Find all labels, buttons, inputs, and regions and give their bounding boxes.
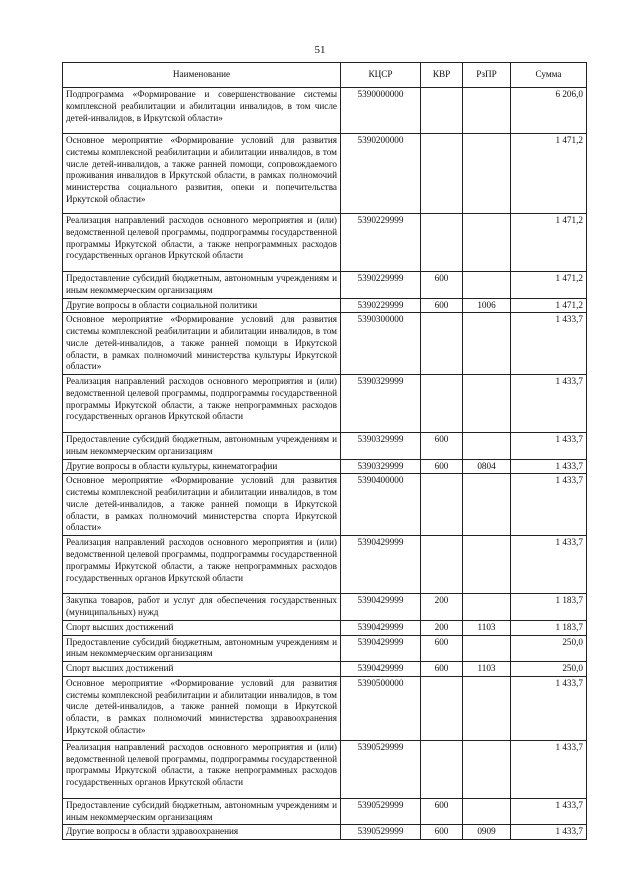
row-kvr <box>421 134 463 214</box>
row-sum: 1 433,7 <box>511 740 587 798</box>
row-kvr <box>421 313 463 375</box>
row-kvr: 600 <box>421 635 463 662</box>
table-row <box>63 740 587 798</box>
table-row <box>63 676 587 740</box>
row-kcsr: 5390229999 <box>341 298 421 313</box>
row-kcsr: 5390400000 <box>341 474 421 536</box>
row-sum: 1 471,2 <box>511 134 587 214</box>
row-name: Предоставление субсидий бюджетным, автономным учреждениям и иным некоммерческим организациям <box>63 798 341 825</box>
budget-table <box>62 62 587 840</box>
table-row <box>63 825 587 840</box>
row-name: Спорт высших достижений <box>63 662 341 677</box>
row-rzpr: 0804 <box>463 459 511 474</box>
row-kvr: 600 <box>421 272 463 299</box>
row-sum: 1 433,7 <box>511 375 587 433</box>
table-row <box>63 433 587 460</box>
row-kvr <box>421 740 463 798</box>
row-kcsr: 5390200000 <box>341 134 421 214</box>
row-name: Реализация направлений расходов основного мероприятия и (или) ведомственной целевой программы, подпрограммы государственной программы Иркутской области, а также непрограммных расходов государственных органов Иркутской области <box>63 214 341 272</box>
row-kcsr: 5390529999 <box>341 825 421 840</box>
row-sum: 250,0 <box>511 635 587 662</box>
header-rzpr: РзПР <box>463 63 511 88</box>
row-rzpr <box>463 635 511 662</box>
row-name: Основное мероприятие «Формирование условий для развития системы комплексной реабилитации и абилитации инвалидов, в том числе детей-инвалидов, а также ранней помощи в Иркутской области, в рамках полномочий министерства здравоохранения Иркутской области» <box>63 676 341 740</box>
row-name: Основное мероприятие «Формирование условий для развития системы комплексной реабилитации и абилитации инвалидов, в том числе детей-инвалидов, а также ранней помощи, сопровождаемого проживания инвалидов в Иркутской области, в рамках полномочий министерства социального развития, опеки и попечительства Иркутской области» <box>63 134 341 214</box>
row-name: Подпрограмма «Формирование и совершенствование системы комплексной реабилитации и абилитации инвалидов, в том числе детей-инвалидов, в Иркутской области» <box>63 88 341 134</box>
row-rzpr <box>463 594 511 621</box>
row-rzpr: 1103 <box>463 620 511 635</box>
row-rzpr <box>463 272 511 299</box>
header-name: Наименование <box>63 63 341 88</box>
row-kcsr: 5390000000 <box>341 88 421 134</box>
table-row <box>63 375 587 433</box>
row-rzpr: 0909 <box>463 825 511 840</box>
row-kcsr: 5390429999 <box>341 620 421 635</box>
row-kcsr: 5390529999 <box>341 798 421 825</box>
header-sum: Сумма <box>511 63 587 88</box>
row-kvr: 600 <box>421 298 463 313</box>
row-name: Другие вопросы в области культуры, кинематографии <box>63 459 341 474</box>
row-name: Спорт высших достижений <box>63 620 341 635</box>
row-sum: 1 433,7 <box>511 474 587 536</box>
row-kcsr: 5390429999 <box>341 662 421 677</box>
row-kcsr: 5390229999 <box>341 272 421 299</box>
row-name: Другие вопросы в области здравоохранения <box>63 825 341 840</box>
row-kvr <box>421 375 463 433</box>
row-sum: 6 206,0 <box>511 88 587 134</box>
row-kcsr: 5390300000 <box>341 313 421 375</box>
row-sum: 1 433,7 <box>511 825 587 840</box>
table-row <box>63 536 587 594</box>
row-name: Основное мероприятие «Формирование условий для развития системы комплексной реабилитации и абилитации инвалидов, в том числе детей-инвалидов, а также ранней помощи в Иркутской области, в рамках полномочий министерства спорта Иркутской области» <box>63 474 341 536</box>
row-name: Реализация направлений расходов основного мероприятия и (или) ведомственной целевой программы, подпрограммы государственной программы Иркутской области, а также непрограммных расходов государственных органов Иркутской области <box>63 536 341 594</box>
row-kcsr: 5390229999 <box>341 214 421 272</box>
row-sum: 1 433,7 <box>511 459 587 474</box>
row-rzpr <box>463 214 511 272</box>
row-rzpr <box>463 433 511 460</box>
row-kcsr: 5390329999 <box>341 459 421 474</box>
row-sum: 1 433,7 <box>511 313 587 375</box>
row-kvr: 600 <box>421 825 463 840</box>
row-rzpr <box>463 536 511 594</box>
row-name: Реализация направлений расходов основного мероприятия и (или) ведомственной целевой программы, подпрограммы государственной программы Иркутской области, а также непрограммных расходов государственных органов Иркутской области <box>63 375 341 433</box>
table-row <box>63 594 587 621</box>
row-rzpr: 1103 <box>463 662 511 677</box>
row-kcsr: 5390500000 <box>341 676 421 740</box>
table-row <box>63 298 587 313</box>
row-rzpr <box>463 474 511 536</box>
table-row <box>63 88 587 134</box>
table-row <box>63 474 587 536</box>
row-kcsr: 5390329999 <box>341 375 421 433</box>
row-rzpr <box>463 375 511 433</box>
table-row <box>63 662 587 677</box>
row-sum: 1 433,7 <box>511 433 587 460</box>
row-kcsr: 5390529999 <box>341 740 421 798</box>
row-name: Основное мероприятие «Формирование условий для развития системы комплексной реабилитации и абилитации инвалидов, в том числе детей-инвалидов, а также ранней помощи в Иркутской области, в рамках полномочий министерства культуры Иркутской области» <box>63 313 341 375</box>
row-rzpr <box>463 313 511 375</box>
row-sum: 1 471,2 <box>511 298 587 313</box>
row-name: Реализация направлений расходов основного мероприятия и (или) ведомственной целевой программы, подпрограммы государственной программы Иркутской области, а также непрограммных расходов государственных органов Иркутской области <box>63 740 341 798</box>
row-kvr <box>421 474 463 536</box>
table-row <box>63 214 587 272</box>
row-rzpr <box>463 676 511 740</box>
row-kcsr: 5390429999 <box>341 536 421 594</box>
row-name: Предоставление субсидий бюджетным, автономным учреждениям и иным некоммерческим организациям <box>63 272 341 299</box>
row-rzpr <box>463 798 511 825</box>
row-kvr: 600 <box>421 662 463 677</box>
row-kcsr: 5390429999 <box>341 594 421 621</box>
row-name: Другие вопросы в области социальной политики <box>63 298 341 313</box>
table-row <box>63 798 587 825</box>
row-sum: 1 433,7 <box>511 536 587 594</box>
row-sum: 1 471,2 <box>511 214 587 272</box>
row-kvr: 200 <box>421 620 463 635</box>
row-sum: 1 183,7 <box>511 594 587 621</box>
table-body <box>63 88 587 840</box>
row-sum: 1 471,2 <box>511 272 587 299</box>
table-header-row <box>63 63 587 88</box>
row-kvr <box>421 214 463 272</box>
table-row <box>63 635 587 662</box>
row-name: Предоставление субсидий бюджетным, автономным учреждениям и иным некоммерческим организациям <box>63 433 341 460</box>
row-kvr: 600 <box>421 433 463 460</box>
row-name: Закупка товаров, работ и услуг для обеспечения государственных (муниципальных) нужд <box>63 594 341 621</box>
row-kcsr: 5390329999 <box>341 433 421 460</box>
row-kvr <box>421 536 463 594</box>
row-sum: 1 433,7 <box>511 798 587 825</box>
table-row <box>63 313 587 375</box>
row-kvr <box>421 676 463 740</box>
row-rzpr: 1006 <box>463 298 511 313</box>
row-sum: 1 183,7 <box>511 620 587 635</box>
table-row <box>63 459 587 474</box>
row-kvr: 600 <box>421 459 463 474</box>
row-rzpr <box>463 88 511 134</box>
header-kvr: КВР <box>421 63 463 88</box>
row-kvr: 200 <box>421 594 463 621</box>
row-kcsr: 5390429999 <box>341 635 421 662</box>
row-name: Предоставление субсидий бюджетным, автономным учреждениям и иным некоммерческим организациям <box>63 635 341 662</box>
row-sum: 1 433,7 <box>511 676 587 740</box>
row-rzpr <box>463 740 511 798</box>
row-sum: 250,0 <box>511 662 587 677</box>
table-row <box>63 134 587 214</box>
page-number: 51 <box>314 44 326 56</box>
table-row <box>63 272 587 299</box>
row-rzpr <box>463 134 511 214</box>
header-kcsr: КЦСР <box>341 63 421 88</box>
row-kvr <box>421 88 463 134</box>
table-row <box>63 620 587 635</box>
row-kvr: 600 <box>421 798 463 825</box>
